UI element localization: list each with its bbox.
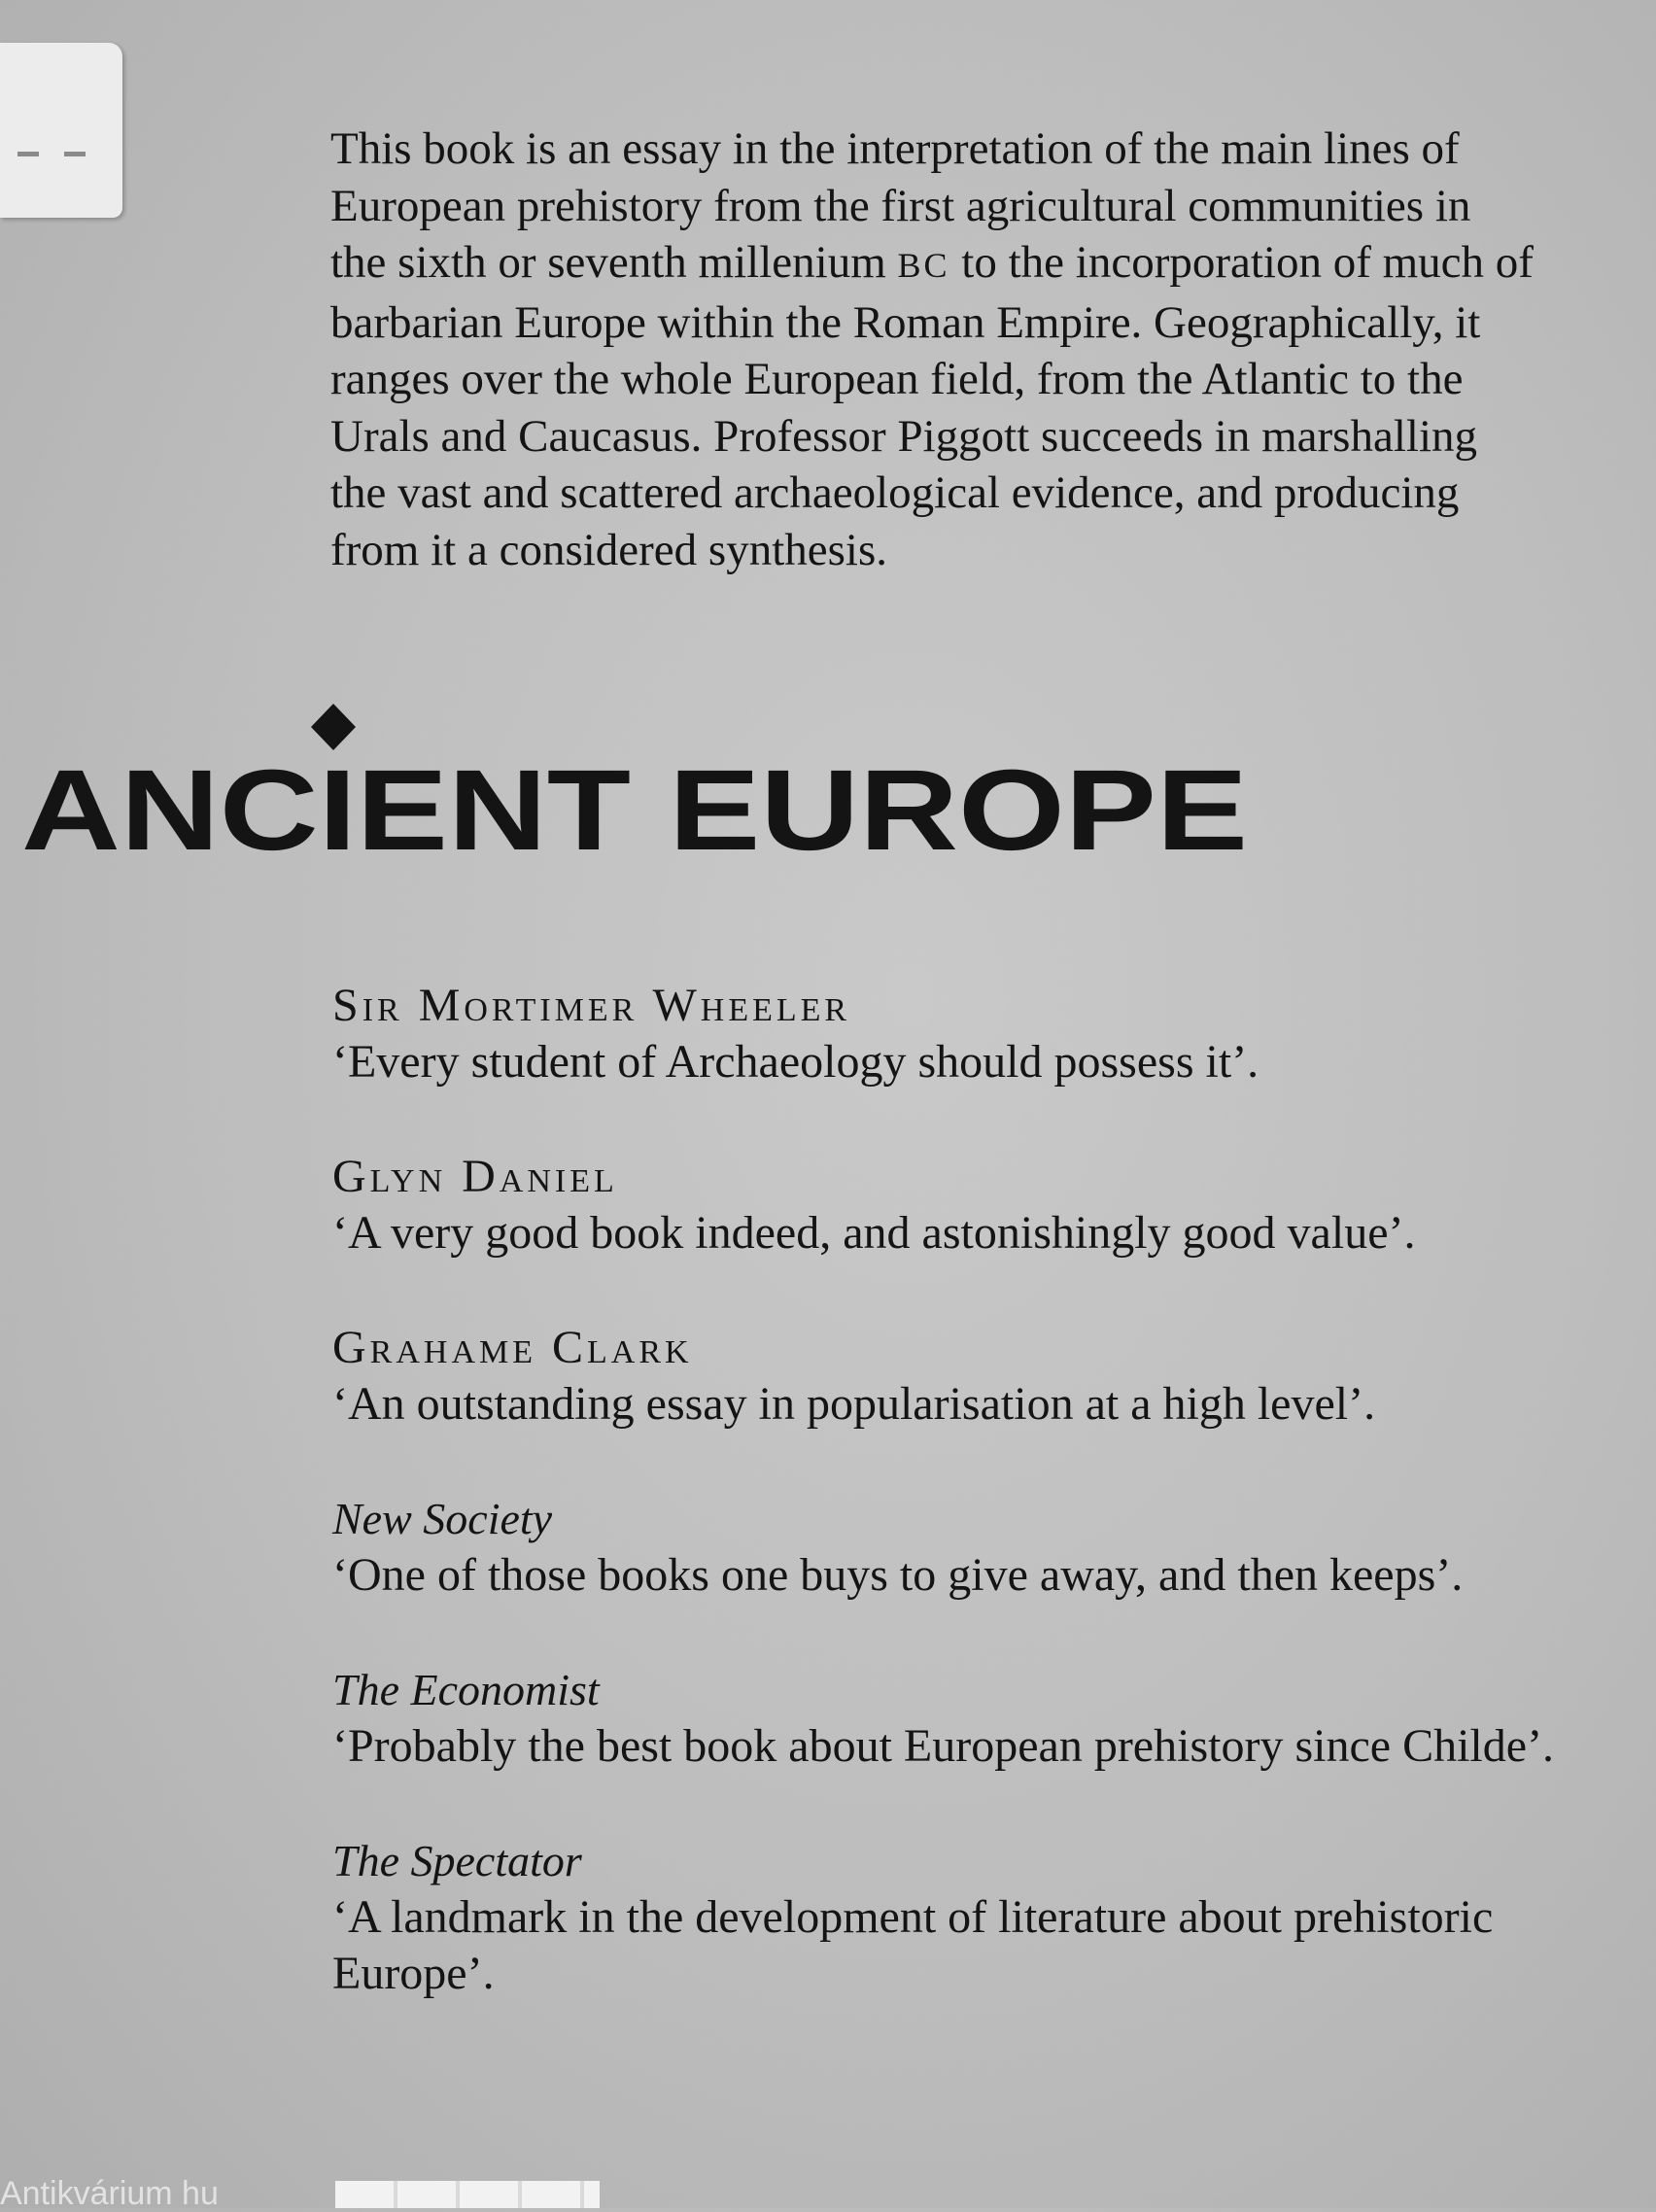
review-quote: ‘A very good book indeed, and astonishingly good value’. xyxy=(332,1207,1416,1259)
sticker-mark-left xyxy=(17,152,39,156)
watermark-stamp: Antikvárium hu xyxy=(0,2175,219,2212)
review-quote: ‘Every student of Archaeology should possess it’. xyxy=(332,1036,1259,1088)
title-text: ANCIENT EUROPE xyxy=(21,746,1248,865)
review-source: The Economist xyxy=(332,1665,600,1714)
review-quote: ‘Probably the best book about European prehistory since Childe’. xyxy=(332,1720,1555,1772)
review-quote: ‘A landmark in the development of literature about prehistoric Europe’. xyxy=(332,1891,1494,1999)
review-list xyxy=(332,978,1557,2060)
review-item xyxy=(332,1320,1557,1433)
barcode-label xyxy=(335,2181,600,2208)
library-sticker xyxy=(0,43,122,218)
review-quote: ‘One of those books one buys to give away, and then keeps’. xyxy=(332,1549,1464,1601)
description-blurb xyxy=(330,121,1535,578)
review-source: Grahame Clark xyxy=(332,1322,693,1373)
review-source: Sir Mortimer Wheeler xyxy=(332,980,851,1031)
review-source: New Society xyxy=(332,1494,553,1543)
book-title-logo xyxy=(19,700,1273,865)
review-quote: ‘An outstanding essay in popularisation at a high level’. xyxy=(332,1378,1376,1430)
blurb-era: BC xyxy=(897,246,950,285)
review-source: Glyn Daniel xyxy=(332,1151,618,1202)
review-item xyxy=(332,978,1557,1090)
review-item xyxy=(332,1491,1557,1604)
bottom-strip xyxy=(0,2175,1656,2212)
review-source: The Spectator xyxy=(332,1836,582,1885)
sticker-mark-right xyxy=(64,152,86,156)
blurb-text-start: This book is an essay in the interpretation of the main lines of European prehistory from the first agricultural communities in the sixth or seventh millenium xyxy=(330,123,1471,288)
review-item xyxy=(332,1833,1557,2002)
book-title xyxy=(19,700,1273,865)
review-item xyxy=(332,1662,1557,1775)
blurb-text-end: to the incorporation of much of barbarian Europe within the Roman Empire. Geographically, it ranges over the whole European field, from the Atlantic to the Urals and Caucasus. Professor Piggott succeeds in marshalling the vast and scattered archaeological evidence, and producing from it a considered synthesis. xyxy=(330,237,1534,575)
review-item xyxy=(332,1149,1557,1262)
title-diamond-icon xyxy=(311,704,356,750)
